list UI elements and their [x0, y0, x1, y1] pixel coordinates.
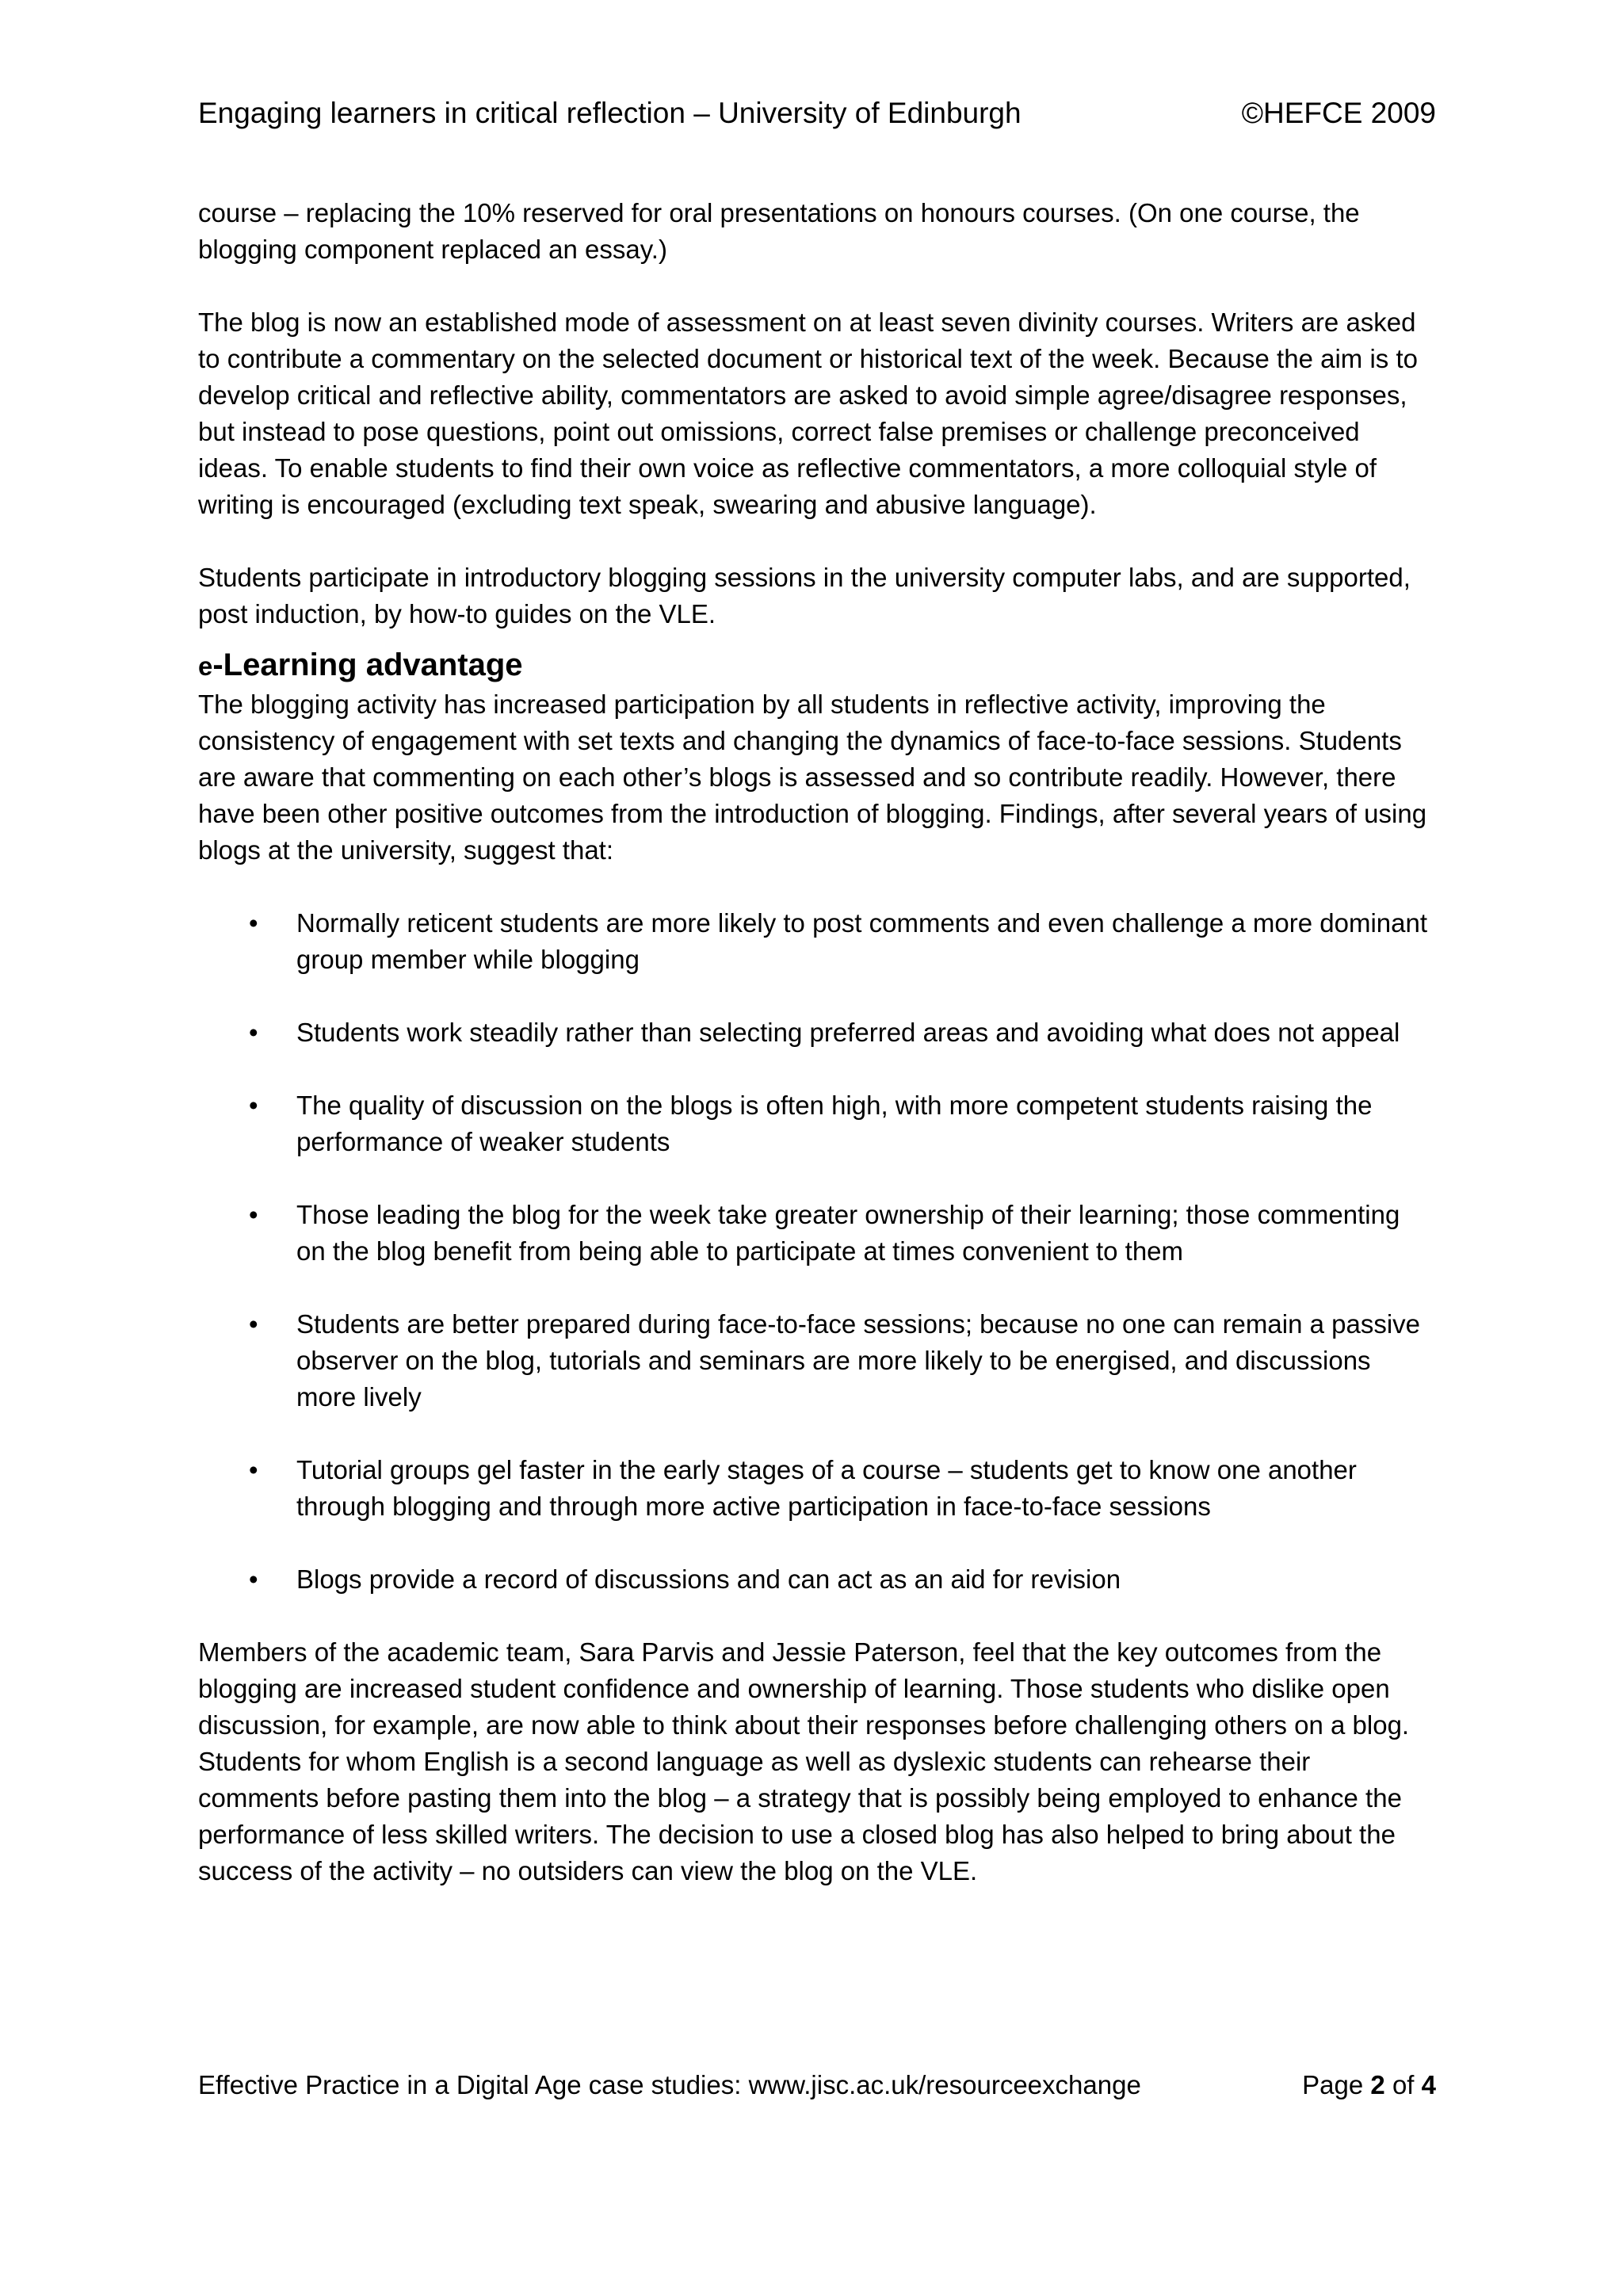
page-current: 2: [1370, 2070, 1385, 2099]
body-paragraph-3: Students participate in introductory blogging sessions in the university computer labs, and are supported, post induction, by how-to guides on the VLE.: [198, 563, 1411, 628]
section-intro: The blogging activity has increased participation by all students in reflective activity, improving the consistency of engagement with set texts and changing the dynamics of face-to-face sessions. Students are aware that commenting on each other’s blogs is assessed and so contribute readily. However, there have been other positive outcomes from the introduction of blogging. Findings, after several years of using blogs at the university, suggest that:: [198, 690, 1427, 865]
list-item-text: Those leading the blog for the week take greater ownership of their learning; those commenting on the blog benefit from being able to participate at times convenient to them: [296, 1200, 1400, 1266]
list-item: [198, 1452, 1434, 1525]
header-title: Engaging learners in critical reflection – University of Edinburgh: [198, 97, 1022, 129]
page-footer: [198, 2067, 1436, 2103]
section-heading-text: -Learning advantage: [212, 648, 523, 682]
list-item: [198, 1197, 1434, 1270]
bullet-icon: •: [249, 1091, 258, 1120]
list-item: [198, 1561, 1434, 1598]
list-item: [198, 1087, 1434, 1160]
bullet-icon: •: [249, 908, 258, 938]
footer-source: Effective Practice in a Digital Age case studies: www.jisc.ac.uk/resourceexchange: [198, 2070, 1141, 2099]
header-copyright: ©HEFCE 2009: [1241, 97, 1436, 129]
page-header: [198, 94, 1436, 133]
page-number: [1302, 2067, 1436, 2103]
bullet-icon: •: [249, 1564, 258, 1594]
bullet-icon: •: [249, 1455, 258, 1484]
bullet-icon: •: [249, 1200, 258, 1229]
page-total: 4: [1421, 2070, 1436, 2099]
list-item-text: Blogs provide a record of discussions and can act as an aid for revision: [296, 1564, 1121, 1594]
bullet-icon: •: [249, 1309, 258, 1339]
body-paragraph-1: course – replacing the 10% reserved for oral presentations on honours courses. (On one course, the blogging component replaced an essay.): [198, 198, 1360, 264]
list-item: [198, 905, 1434, 978]
section-heading-prefix: e: [198, 651, 213, 681]
closing-paragraph: Members of the academic team, Sara Parvis and Jessie Paterson, feel that the key outcomes from the blogging are increased student confidence and ownership of learning. Those students who dislike open discussion, for example, are now able to think about their responses before challenging others on a blog. Students for whom English is a second language as well as dyslexic students can rehearse their comments before pasting them into the blog – a strategy that is possibly being employed to enhance the performance of less skilled writers. The decision to use a closed blog has also helped to bring about the success of the activity – no outsiders can view the blog on the VLE.: [198, 1637, 1410, 1885]
list-item-text: Tutorial groups gel faster in the early stages of a course – students get to know one another through blogging and through more active participation in face-to-face sessions: [296, 1455, 1357, 1521]
body-paragraph-2: The blog is now an established mode of assessment on at least seven divinity courses. Writers are asked to contribute a commentary on the selected document or historical text of the week. Because the aim is to develop critical and reflective ability, commentators are asked to avoid simple agree/disagree responses, but instead to pose questions, point out omissions, correct false premises or challenge preconceived ideas. To enable students to find their own voice as reflective commentators, a more colloquial style of writing is encouraged (excluding text speak, swearing and abusive language).: [198, 308, 1418, 519]
findings-list: [198, 905, 1434, 1598]
page-word: Page: [1302, 2070, 1364, 2099]
list-item: [198, 1306, 1434, 1415]
page-of: of: [1392, 2070, 1415, 2099]
list-item-text: The quality of discussion on the blogs is often high, with more competent students raising the performance of weaker students: [296, 1091, 1373, 1156]
section-heading: [198, 645, 1434, 686]
bullet-icon: •: [249, 1018, 258, 1047]
list-item-text: Normally reticent students are more likely to post comments and even challenge a more dominant group member while blogging: [296, 908, 1428, 974]
list-item-text: Students work steadily rather than selecting preferred areas and avoiding what does not appeal: [296, 1018, 1400, 1047]
list-item: [198, 1014, 1434, 1051]
list-item-text: Students are better prepared during face-to-face sessions; because no one can remain a passive observer on the blog, tutorials and seminars are more likely to be energised, and discussions more lively: [296, 1309, 1421, 1412]
page-content: [198, 195, 1434, 1889]
